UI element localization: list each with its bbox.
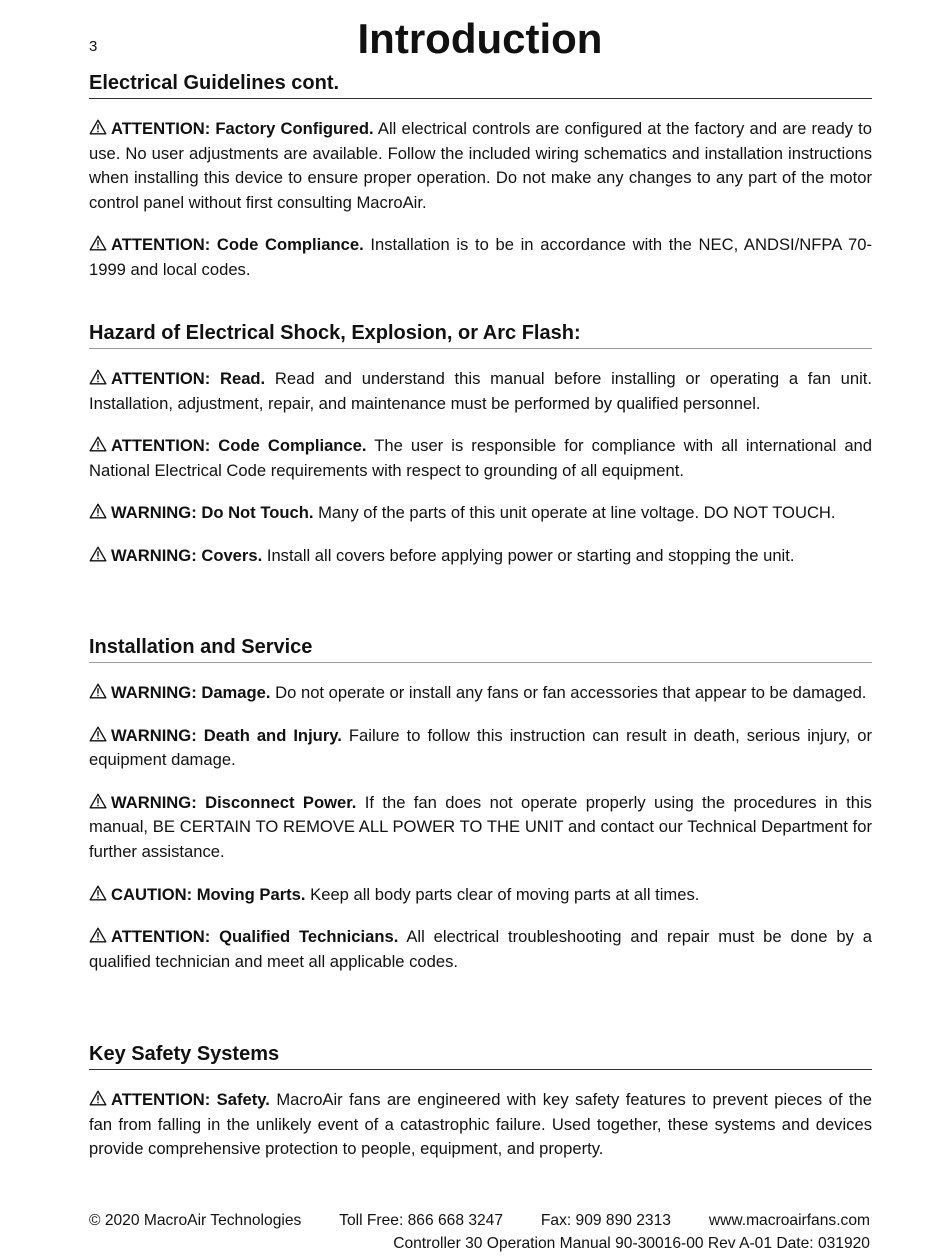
section-heading: Hazard of Electrical Shock, Explosion, or Arc Flash: bbox=[89, 320, 872, 349]
warning-triangle-icon bbox=[89, 235, 107, 251]
notice-text: Read and understand this manual before installing or operating a fan unit. Installation, adjustment, repair, and maintenance must be performed by qualified personnel. bbox=[89, 369, 872, 413]
warning-triangle-icon bbox=[89, 726, 107, 742]
notice bbox=[89, 501, 872, 526]
section-heading: Electrical Guidelines cont. bbox=[89, 70, 872, 99]
notice bbox=[89, 117, 872, 215]
notice-text: Install all covers before applying power or starting and stopping the unit. bbox=[266, 545, 795, 565]
notice-text: The user is responsible for compliance with all international and National Electrical Code requirements with respect to grounding of all equipment. bbox=[89, 436, 873, 480]
notice bbox=[89, 791, 872, 865]
notice-label: ATTENTION: Read. bbox=[111, 369, 266, 388]
warning-triangle-icon bbox=[89, 885, 107, 901]
notice-label: ATTENTION: Code Compliance. bbox=[111, 235, 364, 255]
notice bbox=[89, 724, 872, 773]
notice-text: Many of the parts of this unit operate at line voltage. DO NOT TOUCH. bbox=[318, 503, 836, 523]
notice-text: Keep all body parts clear of moving parts at all times. bbox=[310, 884, 700, 904]
footer-toll-free: Toll Free: 866 668 3247 bbox=[339, 1212, 504, 1229]
notice bbox=[89, 233, 872, 282]
notice bbox=[89, 544, 872, 569]
warning-triangle-icon bbox=[89, 1090, 107, 1106]
warning-triangle-icon bbox=[89, 683, 107, 699]
warning-triangle-icon bbox=[89, 793, 107, 809]
warning-triangle-icon bbox=[89, 119, 107, 135]
notice bbox=[89, 883, 872, 908]
notice-text: Installation is to be in accordance with the NEC, ANDSI/NFPA 70-1999 and local codes. bbox=[89, 235, 872, 279]
notice-text: All electrical controls are configured at the factory and are ready to use. No user adjustments are available. Follow the included wiring schematics and installation instructions when installing this device to ensure proper operation. Do not make any changes to any part of the motor control panel without first consulting MacroAir. bbox=[89, 119, 872, 212]
notice-label: WARNING: Death and Injury. bbox=[111, 725, 342, 745]
notice-label: WARNING: Do Not Touch. bbox=[111, 503, 314, 523]
page-footer bbox=[89, 1209, 870, 1255]
notice bbox=[89, 434, 872, 483]
notice bbox=[89, 1088, 872, 1162]
notice-text: Failure to follow this instruction can result in death, serious injury, or equipment damage. bbox=[89, 725, 872, 770]
notice-text: All electrical troubleshooting and repair must be done by a qualified technician and meet all applicable codes. bbox=[89, 927, 872, 971]
footer-contact-line bbox=[89, 1209, 870, 1232]
section-electrical-hazard bbox=[89, 320, 872, 569]
page-title: Introduction bbox=[357, 15, 603, 62]
notice-label: WARNING: Disconnect Power. bbox=[111, 792, 357, 812]
notice-text: If the fan does not operate properly using the procedures in this manual, BE CERTAIN TO REMOVE ALL POWER TO THE UNIT and contact our Technical Department for further assistance. bbox=[89, 792, 872, 861]
page-number: 3 bbox=[89, 38, 98, 55]
section-electrical-guidelines bbox=[89, 70, 872, 283]
section-installation-service bbox=[89, 634, 872, 974]
section-heading: Installation and Service bbox=[89, 634, 872, 663]
notice-label: ATTENTION: Safety. bbox=[111, 1090, 270, 1109]
notice-label: ATTENTION: Qualified Technicians. bbox=[111, 927, 399, 947]
warning-triangle-icon bbox=[89, 503, 107, 519]
section-key-safety-systems bbox=[89, 1041, 872, 1162]
footer-website-link[interactable]: www.macroairfans.com bbox=[708, 1212, 870, 1229]
warning-triangle-icon bbox=[89, 369, 107, 385]
notice-label: ATTENTION: Code Compliance. bbox=[111, 436, 367, 456]
notice-label: ATTENTION: Factory Configured. bbox=[111, 119, 374, 138]
notice bbox=[89, 681, 872, 706]
notice-label: CAUTION: Moving Parts. bbox=[111, 884, 306, 904]
footer-copyright: © 2020 MacroAir Technologies bbox=[89, 1212, 302, 1229]
notice-label: WARNING: Damage. bbox=[111, 683, 271, 702]
warning-triangle-icon bbox=[89, 546, 107, 562]
notice bbox=[89, 367, 872, 416]
warning-triangle-icon bbox=[89, 436, 107, 452]
section-heading: Key Safety Systems bbox=[89, 1041, 872, 1070]
notice-label: WARNING: Covers. bbox=[111, 545, 263, 565]
footer-fax: Fax: 909 890 2313 bbox=[540, 1212, 671, 1229]
notice bbox=[89, 925, 872, 974]
warning-triangle-icon bbox=[89, 927, 107, 943]
notice-text: MacroAir fans are engineered with key safety features to prevent pieces of the fan from falling in the unlikely event of a catastrophic failure. Used together, these systems and devices provide comprehensive protection to people, equipment, and property. bbox=[89, 1090, 872, 1159]
notice-text: Do not operate or install any fans or fan accessories that appear to be damaged. bbox=[275, 683, 867, 702]
footer-manual-info: Controller 30 Operation Manual 90-30016-00 Rev A-01 Date: 031920 bbox=[393, 1235, 870, 1252]
